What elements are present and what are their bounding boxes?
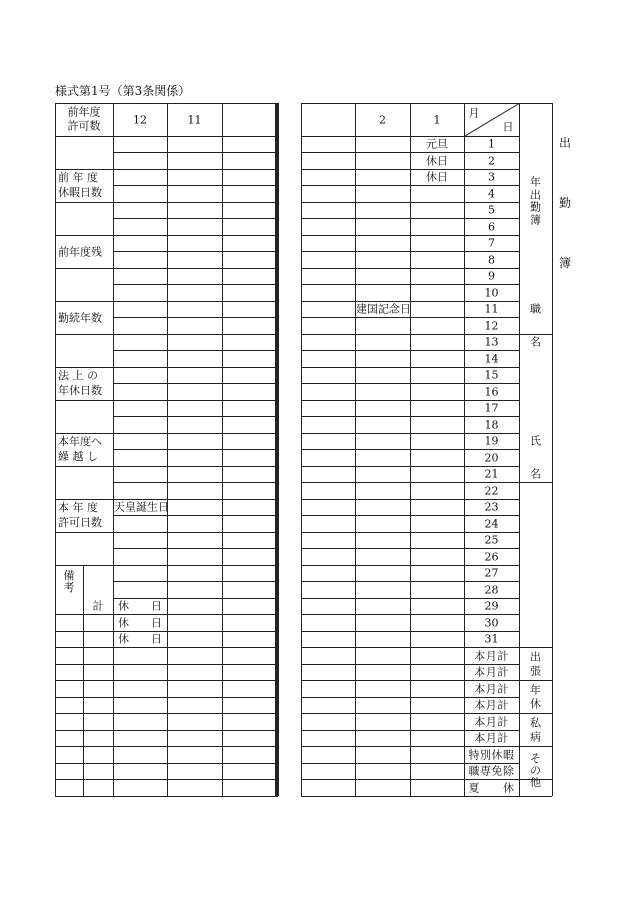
monthly-total-label: 本月計 [474, 698, 509, 712]
right-header-line [301, 136, 519, 137]
side-label-mei: 名 [530, 467, 541, 481]
right-row-line [301, 284, 519, 285]
day-number: 22 [484, 484, 499, 498]
day-number: 30 [484, 616, 499, 630]
right-row-line [301, 548, 519, 549]
right-row-line [301, 185, 519, 186]
right-row-line [301, 449, 519, 450]
day-number: 8 [488, 253, 495, 267]
side-label-line [519, 647, 552, 648]
left-row-line [113, 713, 278, 714]
left-label-line [55, 136, 113, 137]
day-number: 7 [488, 236, 495, 250]
left-row-line [113, 548, 278, 549]
left-label-line [55, 235, 113, 236]
remarks-row-line [55, 730, 113, 731]
right-row-line [301, 317, 519, 318]
day-number: 25 [484, 533, 499, 547]
remarks-row-line [55, 779, 113, 780]
right-side-border [552, 103, 553, 796]
left-row-label: 前 年 度 休暇日数 [58, 170, 102, 200]
right-row-line [301, 565, 519, 566]
right-row-line [301, 647, 519, 648]
day-number: 10 [484, 286, 499, 300]
day-number: 28 [484, 583, 499, 597]
left-row-line [113, 482, 278, 483]
left-holiday-label: 休 日 [118, 616, 162, 630]
total-label: 計 [92, 599, 104, 613]
side-label-shibyo: 私 病 [530, 716, 541, 743]
monthly-total-label: 本月計 [474, 715, 509, 729]
side-label-shuccho: 出 張 [530, 650, 541, 677]
side-label-line [519, 482, 552, 483]
day-number: 21 [484, 467, 499, 481]
vertical-title-char: 出 [558, 136, 572, 150]
left-row-line [113, 746, 278, 747]
left-label-line [55, 202, 113, 203]
left-row-line [113, 697, 278, 698]
day-number: 5 [488, 203, 495, 217]
remarks-row-line [55, 763, 113, 764]
monthly-total-label: 特別休暇 [468, 748, 515, 762]
remarks-row-line [55, 697, 113, 698]
day-number: 20 [484, 451, 499, 465]
right-row-line [301, 581, 519, 582]
day-number: 15 [484, 368, 499, 382]
left-row-line [113, 367, 278, 368]
right-row-line [301, 631, 519, 632]
side-label-nenkyu: 年 休 [530, 683, 541, 710]
vertical-title-char: 勤 [558, 196, 572, 210]
day-number: 31 [484, 632, 499, 646]
left-border [55, 103, 56, 796]
right-month-header: 1 [433, 113, 441, 126]
side-label-line [519, 334, 552, 335]
left-row-label: 勤続年数 [58, 311, 102, 324]
left-row-line [113, 730, 278, 731]
vertical-title-char: 簿 [558, 256, 572, 270]
day-number: 14 [484, 352, 499, 366]
right-row-line [301, 301, 519, 302]
left-row-line [113, 499, 278, 500]
side-label-shi: 氏 [530, 434, 541, 448]
day-number: 23 [484, 500, 499, 514]
left-holiday-label: 休 日 [118, 632, 162, 646]
day-note-founding-day: 建国記念日 [356, 302, 411, 316]
left-label-line [55, 565, 113, 566]
monthly-total-label: 夏 休 [468, 781, 515, 795]
right-row-line [301, 515, 519, 516]
form-number-title: 様式第1号（第3条関係） [55, 84, 191, 98]
right-row-line [301, 499, 519, 500]
remarks-label: 備 考 [63, 568, 75, 594]
right-row-line [301, 350, 519, 351]
left-row-line [113, 334, 278, 335]
right-row-line [301, 779, 519, 780]
left-row-line [113, 416, 278, 417]
right-month-header: 2 [379, 113, 386, 126]
right-bottom-border [301, 796, 552, 797]
left-row-line [113, 779, 278, 780]
day-note-holiday: 休日 [426, 154, 448, 168]
left-row-line [113, 449, 278, 450]
left-row-line [113, 565, 278, 566]
right-row-line [301, 367, 519, 368]
left-row-line [113, 466, 278, 467]
right-row-line [301, 433, 519, 434]
right-row-line [301, 532, 519, 533]
day-number: 18 [484, 418, 499, 432]
remarks-row-line [55, 796, 113, 797]
day-number: 9 [488, 269, 495, 283]
right-row-line [301, 202, 519, 203]
right-row-line [301, 218, 519, 219]
right-row-line [301, 664, 519, 665]
monthly-total-label: 本月計 [474, 682, 509, 696]
left-label-line [55, 466, 113, 467]
day-number: 13 [484, 335, 499, 349]
right-top-border [301, 103, 552, 104]
side-label-sonota: そ の 他 [530, 752, 541, 790]
left-row-line [113, 614, 278, 615]
left-row-line [113, 400, 278, 401]
right-row-line [301, 152, 519, 153]
day-number: 16 [484, 385, 499, 399]
side-label-mei: 名 [530, 335, 541, 349]
side-label-shoku: 職 [530, 302, 541, 316]
day-note-ganjitsu: 元旦 [426, 137, 448, 151]
left-row-line [113, 284, 278, 285]
day-number: 1 [488, 137, 495, 151]
left-row-line [113, 581, 278, 582]
left-row-line [113, 598, 278, 599]
left-row-line [113, 515, 278, 516]
right-row-line [301, 730, 519, 731]
left-top-border [55, 103, 278, 104]
side-label-line [519, 746, 552, 747]
day-number: 26 [484, 550, 499, 564]
right-row-line [301, 416, 519, 417]
left-label-line [55, 301, 113, 302]
day-number: 6 [488, 220, 495, 234]
left-row-line [113, 647, 278, 648]
monthly-total-label: 本月計 [474, 731, 509, 745]
right-row-line [301, 763, 519, 764]
left-row-line [113, 136, 278, 137]
monthly-total-label: 職専免除 [468, 764, 515, 778]
left-row-line [113, 664, 278, 665]
left-row-line [113, 202, 278, 203]
remarks-row-line [55, 664, 113, 665]
day-number: 27 [484, 566, 499, 580]
left-row-line [113, 268, 278, 269]
day-note-holiday: 休日 [426, 170, 448, 184]
left-row-line [113, 763, 278, 764]
right-row-line [301, 466, 519, 467]
left-month-header: 11 [187, 113, 202, 126]
right-row-line [301, 235, 519, 236]
day-number: 4 [488, 187, 495, 201]
day-number: 11 [484, 302, 499, 316]
monthly-total-label: 本月計 [474, 649, 509, 663]
right-row-line [301, 598, 519, 599]
corner-month-label: 月 [468, 106, 480, 120]
right-row-line [301, 383, 519, 384]
day-number: 19 [484, 434, 499, 448]
remarks-inner-line [83, 565, 84, 796]
remarks-row-line [55, 647, 113, 648]
day-number: 24 [484, 517, 499, 531]
right-row-line [301, 169, 519, 170]
remarks-row-line [55, 631, 113, 632]
emperor-birthday-label: 天皇誕生日 [114, 500, 169, 514]
side-label-nen-shukkinbo: 年 出 勤 簿 [530, 175, 541, 227]
right-row-line [301, 614, 519, 615]
remarks-row-line [55, 713, 113, 714]
right-row-line [301, 482, 519, 483]
right-row-line [301, 680, 519, 681]
left-label-line [55, 532, 113, 533]
left-row-line [113, 185, 278, 186]
remarks-row-line [55, 680, 113, 681]
left-label-line [55, 268, 113, 269]
left-label-line [55, 400, 113, 401]
right-row-line [301, 713, 519, 714]
left-row-line [113, 169, 278, 170]
left-row-line [113, 251, 278, 252]
left-holiday-label: 休 日 [118, 599, 162, 613]
left-row-line [113, 317, 278, 318]
left-row-label: 法 上 の 年休日数 [58, 368, 102, 398]
side-label-line [519, 680, 552, 681]
left-row-label: 本年度へ 繰 越 し [58, 434, 102, 464]
corner-day-label: 日 [502, 120, 514, 134]
monthly-total-label: 本月計 [474, 665, 509, 679]
left-row-line [113, 235, 278, 236]
left-row-line [113, 680, 278, 681]
remarks-row-line [55, 614, 113, 615]
left-row-line [113, 301, 278, 302]
day-number: 29 [484, 599, 499, 613]
right-row-line [301, 251, 519, 252]
right-row-line [301, 268, 519, 269]
left-row-line [113, 532, 278, 533]
day-number: 2 [488, 154, 495, 168]
left-row-line [113, 350, 278, 351]
day-number: 17 [484, 401, 499, 415]
right-row-line [301, 400, 519, 401]
left-label-line [55, 334, 113, 335]
left-row-line [113, 152, 278, 153]
remarks-row-line [55, 746, 113, 747]
prev-year-permit-header: 前年度 許可数 [67, 105, 101, 133]
side-label-line [519, 713, 552, 714]
day-number: 12 [484, 319, 499, 333]
day-number: 3 [488, 170, 495, 184]
left-row-label: 本 年 度 許可日数 [58, 500, 102, 530]
left-row-label: 前年度残 [58, 245, 102, 258]
left-row-line [113, 433, 278, 434]
left-row-line [113, 383, 278, 384]
left-row-line [113, 631, 278, 632]
right-row-line [301, 334, 519, 335]
left-row-line [113, 218, 278, 219]
right-row-line [301, 746, 519, 747]
left-month-header: 12 [133, 113, 147, 126]
right-row-line [301, 697, 519, 698]
